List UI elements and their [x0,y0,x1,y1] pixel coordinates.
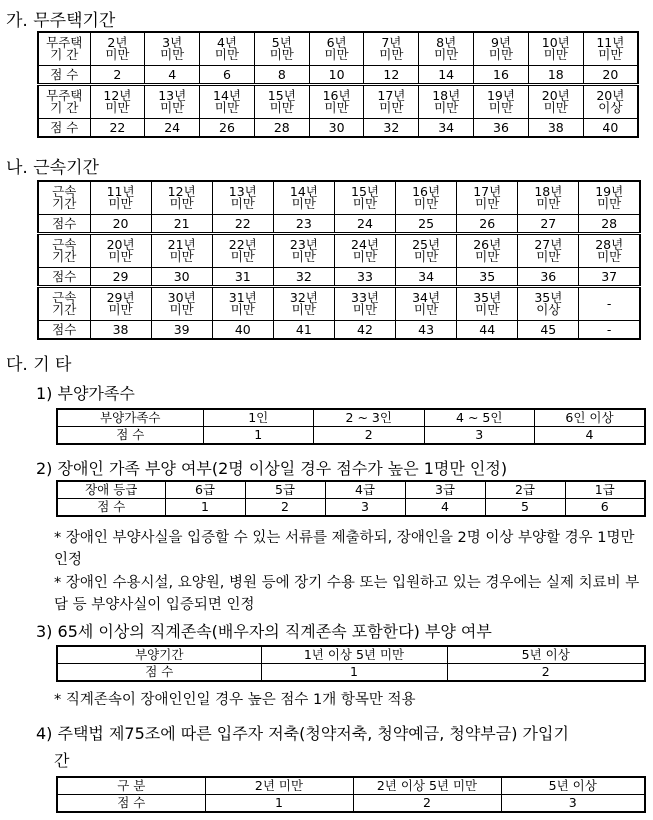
cell: 6인 이상 [535,409,646,427]
cell: 3급 [405,481,485,499]
period-label: 무주택 기 간 [38,85,90,119]
period-cell: 12년 미만 [151,181,212,215]
cell: 구 분 [57,777,205,795]
cell: 1 [203,427,314,445]
period-label: 근속 기간 [38,181,90,215]
score-cell: 22 [90,119,145,138]
period-cell: 26년 미만 [457,234,518,268]
period-cell: 33년 미만 [334,287,395,321]
period-cell: 2년 미만 [90,32,145,66]
cell: 2 [314,427,425,445]
cell: 6 [565,499,645,517]
period-cell: 11년 미만 [583,32,638,66]
section-a-title: 가. 무주택기간 [6,11,116,31]
cell: 1년 이상 5년 미만 [261,646,447,664]
period-cell: 20년 이상 [583,85,638,119]
score-label: 점수 [38,215,90,234]
score-cell: 39 [151,321,212,340]
score-cell: 35 [457,268,518,287]
cell: 장애 등급 [57,481,165,499]
homeless-period-table [37,31,639,138]
period-cell: 15년 미만 [334,181,395,215]
cell: 점 수 [57,664,261,682]
cell: 점 수 [57,427,203,445]
score-cell: 38 [90,321,151,340]
score-cell: 14 [419,66,474,85]
score-cell: 16 [474,66,529,85]
cell: 점 수 [57,499,165,517]
score-cell: 20 [90,215,151,234]
cell: 점 수 [57,795,205,813]
item3-title: 3) 65세 이상의 직계존속(배우자의 직계존속 포함한다) 부양 여부 [36,622,492,641]
period-cell: 19년 미만 [474,85,529,119]
period-cell: 16년 미만 [309,85,364,119]
cell: 4 [535,427,646,445]
score-cell: 23 [273,215,334,234]
period-cell: 3년 미만 [145,32,200,66]
period-cell: 28년 미만 [579,234,640,268]
period-label: 근속 기간 [38,287,90,321]
item2-note-1: * 장애인 부양사실을 입증할 수 있는 서류를 제출하되, 장애인을 2명 이상 부양할 경우 1명만 인정 [54,530,635,568]
score-cell: 43 [396,321,457,340]
cell: 5년 이상 [447,646,645,664]
score-label: 점 수 [38,66,90,85]
cell: 1 [205,795,353,813]
cell: 4 [405,499,485,517]
period-cell: 11년 미만 [90,181,151,215]
score-cell: 41 [273,321,334,340]
item4-title-line2: 간 [54,751,70,770]
score-cell: 27 [518,215,579,234]
period-cell: 15년 미만 [254,85,309,119]
score-cell: 40 [583,119,638,138]
score-cell: 21 [151,215,212,234]
cell: 2년 미만 [205,777,353,795]
period-cell: 5년 미만 [254,32,309,66]
period-cell: 27년 미만 [518,234,579,268]
service-period-table [37,180,641,340]
score-cell: 20 [583,66,638,85]
period-cell: 21년 미만 [151,234,212,268]
score-cell: 44 [457,321,518,340]
cell: 1급 [565,481,645,499]
score-cell: 24 [145,119,200,138]
period-cell: 10년 미만 [528,32,583,66]
period-cell: 35년 이상 [518,287,579,321]
score-cell: 28 [254,119,309,138]
score-cell: 22 [212,215,273,234]
period-cell: 35년 미만 [457,287,518,321]
period-cell: 13년 미만 [145,85,200,119]
period-cell: 14년 미만 [273,181,334,215]
period-cell: 34년 미만 [396,287,457,321]
score-cell: 34 [396,268,457,287]
score-cell: 42 [334,321,395,340]
period-cell: 17년 미만 [457,181,518,215]
cell: 2 [353,795,501,813]
period-cell: - [579,287,640,321]
score-cell: 32 [273,268,334,287]
cell: 3 [325,499,405,517]
period-cell: 9년 미만 [474,32,529,66]
score-cell: 10 [309,66,364,85]
cell: 부양기간 [57,646,261,664]
score-cell: 8 [254,66,309,85]
score-cell: 30 [309,119,364,138]
cell: 4급 [325,481,405,499]
score-label: 점수 [38,268,90,287]
score-cell: 36 [518,268,579,287]
item1-title: 1) 부양가족수 [36,384,135,403]
score-cell: 38 [528,119,583,138]
score-cell: - [579,321,640,340]
period-cell: 17년 미만 [364,85,419,119]
cell: 2 [245,499,325,517]
cell: 2급 [485,481,565,499]
disability-table [56,480,646,517]
item4-title-line1: 4) 주택법 제75조에 따른 입주자 저축(청약저축, 청약예금, 청약부금) 가입기 [36,724,569,743]
period-cell: 19년 미만 [579,181,640,215]
period-cell: 18년 미만 [518,181,579,215]
period-cell: 7년 미만 [364,32,419,66]
cell: 2 [447,664,645,682]
item3-note: * 직계존속이 장애인인일 경우 높은 점수 1개 항목만 적용 [54,692,416,708]
period-cell: 18년 미만 [419,85,474,119]
score-cell: 24 [334,215,395,234]
score-cell: 40 [212,321,273,340]
score-label: 점수 [38,321,90,340]
score-cell: 28 [579,215,640,234]
cell: 5년 이상 [501,777,645,795]
period-label: 근속 기간 [38,234,90,268]
period-cell: 24년 미만 [334,234,395,268]
period-cell: 6년 미만 [309,32,364,66]
period-cell: 8년 미만 [419,32,474,66]
score-cell: 34 [419,119,474,138]
period-cell: 30년 미만 [151,287,212,321]
score-cell: 32 [364,119,419,138]
score-cell: 4 [145,66,200,85]
score-cell: 12 [364,66,419,85]
cell: 6급 [165,481,245,499]
period-cell: 20년 미만 [90,234,151,268]
cell: 1 [261,664,447,682]
dependents-table [56,408,646,445]
period-cell: 25년 미만 [396,234,457,268]
item2-note-2: * 장애인 수용시설, 요양원, 병원 등에 장기 수용 또는 입원하고 있는 경우에는 실제 치료비 부담 등 부양사실이 입증되면 인정 [54,575,640,613]
cell: 부양가족수 [57,409,203,427]
score-cell: 31 [212,268,273,287]
score-cell: 33 [334,268,395,287]
score-cell: 30 [151,268,212,287]
cell: 1인 [203,409,314,427]
score-cell: 37 [579,268,640,287]
cell: 5급 [245,481,325,499]
score-cell: 2 [90,66,145,85]
period-cell: 13년 미만 [212,181,273,215]
period-label: 무주택 기 간 [38,32,90,66]
score-cell: 25 [396,215,457,234]
score-cell: 36 [474,119,529,138]
cell: 3 [501,795,645,813]
item2-title: 2) 장애인 가족 부양 여부(2명 이상일 경우 점수가 높은 1명만 인정) [36,459,508,478]
period-cell: 12년 미만 [90,85,145,119]
period-cell: 23년 미만 [273,234,334,268]
period-cell: 4년 미만 [200,32,255,66]
period-cell: 22년 미만 [212,234,273,268]
section-b-title: 나. 근속기간 [6,158,99,178]
period-cell: 20년 미만 [528,85,583,119]
score-cell: 26 [200,119,255,138]
period-cell: 16년 미만 [396,181,457,215]
section-c-title: 다. 기 타 [6,355,72,375]
score-label: 점 수 [38,119,90,138]
parents-table [56,645,646,682]
period-cell: 31년 미만 [212,287,273,321]
cell: 4 ~ 5인 [424,409,535,427]
cell: 5 [485,499,565,517]
period-cell: 32년 미만 [273,287,334,321]
score-cell: 18 [528,66,583,85]
cell: 2년 이상 5년 미만 [353,777,501,795]
score-cell: 6 [200,66,255,85]
period-cell: 29년 미만 [90,287,151,321]
savings-table [56,776,646,813]
cell: 3 [424,427,535,445]
score-cell: 45 [518,321,579,340]
period-cell: 14년 미만 [200,85,255,119]
score-cell: 29 [90,268,151,287]
cell: 1 [165,499,245,517]
score-cell: 26 [457,215,518,234]
cell: 2 ~ 3인 [314,409,425,427]
